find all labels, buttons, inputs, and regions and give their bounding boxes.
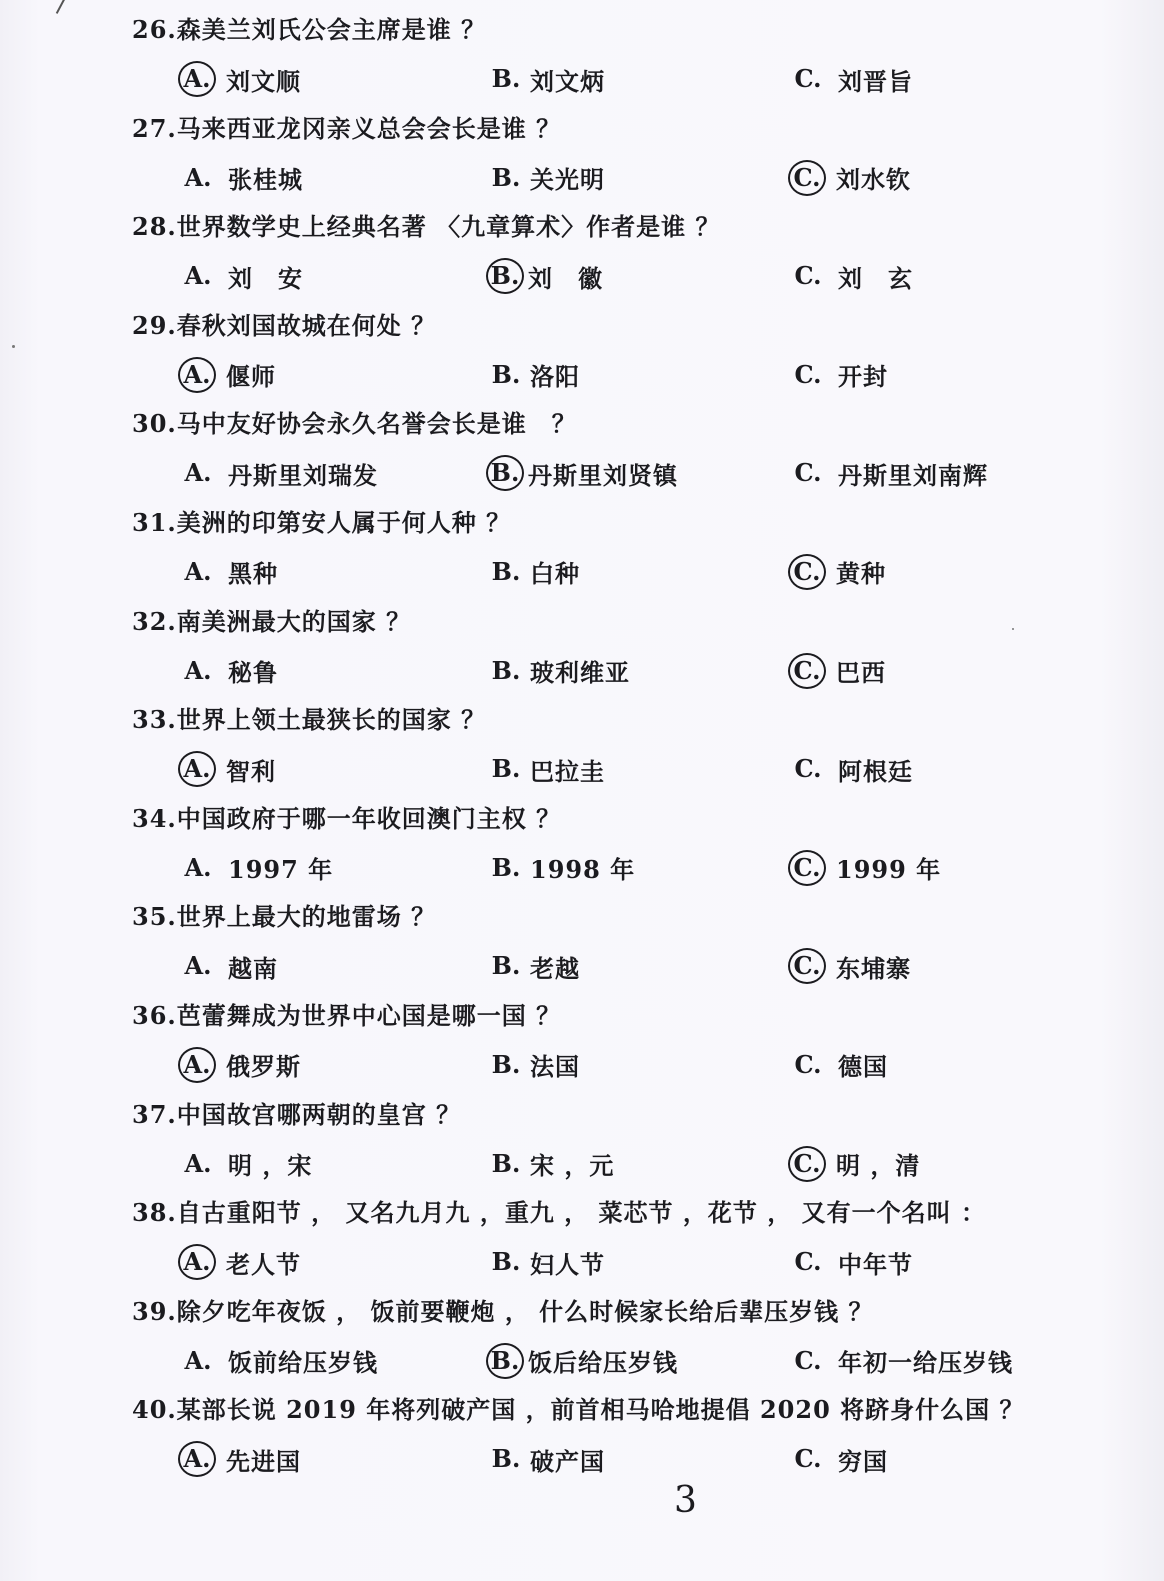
option-letter: A.	[184, 1148, 212, 1178]
option-letter: B.	[491, 1444, 521, 1474]
question-item	[0, 897, 1164, 996]
option-text: 刘 安	[228, 263, 303, 293]
answer-option	[788, 1341, 1013, 1381]
circled-answer-letter: A.	[178, 751, 216, 787]
answer-option	[178, 848, 333, 888]
option-text: 开封	[838, 362, 888, 392]
answer-option	[788, 1045, 888, 1085]
circled-answer-letter: B.	[486, 1343, 524, 1379]
answer-option	[178, 946, 278, 986]
answer-option	[486, 946, 580, 986]
answer-option	[788, 848, 941, 888]
circled-answer-letter: C.	[788, 653, 826, 689]
answer-option	[486, 552, 580, 592]
answer-option	[486, 256, 603, 296]
answer-option	[788, 59, 913, 99]
question-item	[0, 1292, 1164, 1391]
answer-option	[486, 1439, 605, 1479]
answer-option	[178, 1341, 378, 1381]
option-text: 年初一给压岁钱	[838, 1348, 1013, 1378]
option-letter: C.	[794, 754, 822, 784]
question-item	[0, 700, 1164, 799]
option-letter: C.	[794, 1049, 822, 1079]
page-number: 3	[674, 1480, 697, 1521]
option-text: 越南	[228, 953, 278, 983]
question-item	[0, 207, 1164, 306]
answer-option	[788, 1439, 888, 1479]
option-text: 丹斯里刘南辉	[838, 460, 988, 490]
option-text: 法国	[530, 1052, 580, 1082]
answer-option	[486, 1045, 580, 1085]
circled-answer-letter: C.	[788, 554, 826, 590]
question-text: 35.世界上最大的地雷场 ？	[132, 902, 437, 932]
question-text: 32.南美洲最大的国家 ？	[132, 606, 412, 636]
option-letter: B.	[491, 1148, 521, 1178]
question-text: 37.中国故宫哪两朝的皇宫 ？	[132, 1099, 462, 1129]
question-text: 30.马中友好协会永久名誉会长是谁 ？	[132, 409, 577, 439]
option-text: 丹斯里刘瑞发	[228, 460, 378, 490]
option-text: 1999 年	[836, 855, 942, 885]
option-letter: B.	[491, 1247, 521, 1277]
answer-option	[178, 552, 278, 592]
option-letter: A.	[184, 852, 212, 882]
answer-option	[788, 355, 888, 395]
circled-answer-letter: C.	[788, 160, 826, 196]
option-letter: B.	[491, 556, 521, 586]
option-text: 刘晋旨	[838, 66, 913, 96]
answer-option	[178, 1045, 301, 1085]
circled-answer-letter: A.	[178, 1047, 216, 1083]
option-text: 穷国	[838, 1446, 888, 1476]
question-item	[0, 10, 1164, 109]
circled-answer-letter: C.	[788, 948, 826, 984]
option-text: 秘鲁	[228, 658, 278, 688]
option-text: 刘 玄	[838, 263, 913, 293]
question-text: 26.森美兰刘氏公会主席是谁 ？	[132, 15, 487, 44]
answer-option	[486, 158, 605, 198]
answer-option	[788, 946, 911, 986]
question-item	[0, 1390, 1164, 1489]
answer-option	[788, 552, 886, 592]
option-text: 关光明	[530, 165, 605, 195]
question-text: 36.芭蕾舞成为世界中心国是哪一国 ？	[132, 1000, 562, 1030]
option-text: 丹斯里刘贤镇	[528, 460, 678, 490]
option-text: 刘文顺	[226, 66, 301, 96]
answer-option	[486, 651, 630, 691]
option-letter: C.	[794, 1345, 822, 1375]
question-text: 28.世界数学史上经典名著 〈九章算术〉作者是谁 ？	[132, 212, 721, 242]
question-text: 40.某部长说 2019 年将列破产国 ，前首相马哈地提倡 2020 将跻身什么国 ？	[132, 1395, 1025, 1425]
answer-option	[486, 1341, 678, 1381]
answer-option	[486, 59, 605, 99]
option-letter: B.	[491, 951, 521, 981]
option-letter: A.	[184, 1345, 212, 1375]
option-text: 刘 徽	[528, 263, 603, 293]
option-text: 智利	[226, 756, 276, 786]
question-text: 39.除夕吃年夜饭 ， 饭前要鞭炮 ， 什么时候家长给后辈压岁钱 ？	[132, 1296, 874, 1326]
question-item	[0, 1095, 1164, 1194]
option-letter: A.	[184, 458, 212, 488]
circled-answer-letter: A.	[178, 1441, 216, 1477]
option-text: 妇人节	[530, 1249, 605, 1279]
option-text: 阿根廷	[838, 756, 913, 786]
question-item	[0, 404, 1164, 503]
answer-option	[788, 256, 913, 296]
question-item	[0, 109, 1164, 208]
answer-option	[178, 1439, 301, 1479]
circled-answer-letter: A.	[178, 357, 216, 393]
option-text: 白种	[530, 559, 580, 589]
option-text: 黑种	[228, 559, 278, 589]
answer-option	[178, 453, 378, 493]
option-letter: B.	[491, 655, 521, 685]
option-text: 宋 ，元	[530, 1151, 615, 1181]
option-text: 中年节	[838, 1249, 913, 1279]
option-text: 1997 年	[228, 855, 334, 885]
option-letter: B.	[491, 64, 521, 93]
answer-option	[788, 1144, 920, 1184]
answer-option	[178, 158, 303, 198]
option-text: 刘水钦	[836, 165, 911, 195]
question-text: 29.春秋刘国故城在何处 ？	[132, 310, 437, 340]
question-list	[0, 10, 1164, 1489]
option-letter: A.	[184, 655, 212, 685]
answer-option	[788, 453, 988, 493]
question-item	[0, 799, 1164, 898]
question-text: 27.马来西亚龙冈亲义总会会长是谁 ？	[132, 113, 562, 143]
question-text: 34.中国政府于哪一年收回澳门主权 ？	[132, 803, 562, 833]
circled-answer-letter: C.	[788, 850, 826, 886]
answer-option	[788, 651, 886, 691]
option-text: 巴拉圭	[530, 756, 605, 786]
option-letter: B.	[491, 852, 521, 882]
option-letter: A.	[184, 261, 212, 291]
answer-option	[486, 749, 605, 789]
option-text: 先进国	[226, 1446, 301, 1476]
answer-option	[486, 453, 678, 493]
option-text: 刘文炳	[530, 66, 605, 96]
circled-answer-letter: B.	[486, 258, 524, 294]
question-text: 33.世界上领土最狭长的国家 ？	[132, 705, 487, 735]
question-item	[0, 996, 1164, 1095]
answer-option	[178, 355, 276, 395]
option-letter: B.	[491, 162, 521, 192]
answer-option	[178, 256, 303, 296]
answer-option	[486, 848, 635, 888]
option-letter: C.	[794, 458, 822, 488]
option-letter: B.	[491, 359, 521, 389]
option-text: 德国	[838, 1052, 888, 1082]
option-letter: C.	[794, 1444, 822, 1474]
option-text: 破产国	[530, 1446, 605, 1476]
answer-option	[788, 1242, 913, 1282]
option-text: 张桂城	[228, 165, 303, 195]
option-letter: C.	[794, 359, 822, 389]
option-letter: A.	[184, 951, 212, 981]
option-text: 老人节	[226, 1249, 301, 1279]
question-item	[0, 306, 1164, 405]
option-letter: B.	[491, 754, 521, 784]
option-text: 饭前给压岁钱	[228, 1348, 378, 1378]
option-text: 洛阳	[530, 362, 580, 392]
option-letter: C.	[794, 64, 822, 93]
answer-option	[178, 651, 278, 691]
option-text: 明 ，宋	[228, 1151, 313, 1181]
option-text: 俄罗斯	[226, 1052, 301, 1082]
option-text: 玻利维亚	[530, 658, 630, 688]
option-text: 老越	[530, 953, 580, 983]
option-text: 东埔寨	[836, 953, 911, 983]
option-text: 1998 年	[530, 855, 636, 885]
option-text: 饭后给压岁钱	[528, 1348, 678, 1378]
option-letter: C.	[794, 1247, 822, 1277]
answer-option	[486, 1144, 614, 1184]
option-text: 明 ，清	[836, 1151, 921, 1181]
option-letter: C.	[794, 261, 822, 291]
answer-option	[788, 158, 911, 198]
circled-answer-letter: B.	[486, 455, 524, 491]
answer-option	[178, 1242, 301, 1282]
answer-option	[178, 59, 301, 99]
option-text: 巴西	[836, 658, 886, 688]
option-text: 偃师	[226, 362, 276, 392]
question-item	[0, 1193, 1164, 1292]
answer-option	[178, 749, 276, 789]
option-text: 黄种	[836, 559, 886, 589]
question-text: 31.美洲的印第安人属于何人种 ？	[132, 507, 512, 537]
answer-option	[178, 1144, 312, 1184]
circled-answer-letter: C.	[788, 1146, 826, 1182]
circled-answer-letter: A.	[178, 1244, 216, 1280]
option-letter: B.	[491, 1049, 521, 1079]
answer-option	[788, 749, 913, 789]
answer-option	[486, 355, 580, 395]
answer-option	[486, 1242, 605, 1282]
circled-answer-letter: A.	[178, 61, 216, 97]
question-item	[0, 602, 1164, 701]
option-letter: A.	[184, 556, 212, 586]
question-text: 38.自古重阳节 ， 又名九月九 ，重九 ， 菜芯节 ，花节 ， 又有一个名叫 ：	[132, 1198, 986, 1228]
question-item	[0, 503, 1164, 602]
option-letter: A.	[184, 162, 212, 192]
